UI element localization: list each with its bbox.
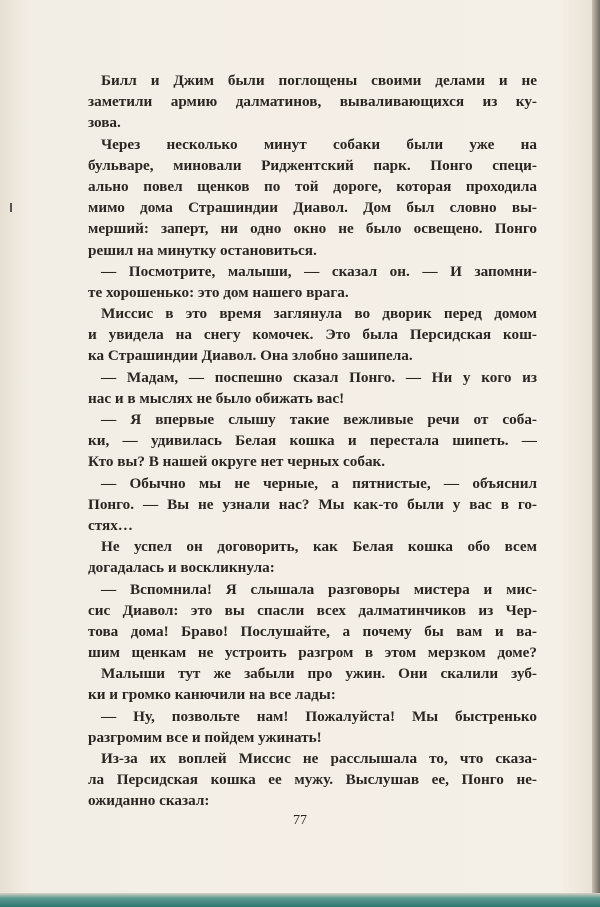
text-line: Из-за их воплей Миссис не расслышала то, что сказа- [101, 750, 537, 767]
text-line: — Посмотрите, малыши, — сказал он. — И запомни- [101, 262, 537, 280]
text-line: стях… [88, 516, 133, 534]
book-cover-edge [0, 893, 600, 907]
text-line: — Обычно мы не черные, а пятнистые, — объяснил [101, 474, 537, 492]
page-number: 77 [293, 813, 307, 828]
text-line: мимо дома Страшиндии Диавол. Дом был словно вы- [88, 199, 537, 217]
text-line: Через несколько минут собаки были уже на [101, 135, 537, 153]
page-edge-right [592, 0, 600, 907]
text-line: те хорошенько: это дом нашего врага. [88, 283, 349, 301]
text-line: ки, — удивилась Белая кошка и перестала шипеть. — [88, 432, 537, 450]
text-line: ла Персидская кошка ее мужу. Выслушав ее, Понго не- [88, 771, 537, 789]
text-line: нас и в мыслях не было обижать вас! [88, 389, 345, 407]
text-line: Кто вы? В нашей округе нет черных собак. [88, 453, 386, 471]
text-line: ки и громко канючили на все лады: [88, 686, 336, 704]
text-line: това дома! Браво! Послушайте, а почему бы вам и ва- [88, 622, 537, 640]
text-line: разгромим все и пойдем ужинать! [88, 728, 322, 746]
text-line: ожиданно сказал: [88, 792, 210, 810]
text-line: Не успел он договорить, как Белая кошка обо всем [101, 538, 537, 556]
text-line: Малыши тут же забыли про ужин. Они скалили зуб- [101, 665, 537, 683]
text-line: бульваре, миновали Риджентский парк. Понго специ- [88, 156, 537, 174]
body-text [88, 70, 537, 812]
text-line: — Я впервые слышу такие вежливые речи от соба- [101, 411, 537, 428]
text-line: заметили армию далматинов, вываливающихся из ку- [88, 93, 537, 111]
text-line: — Мадам, — поспешно сказал Понго. — Ни у кого из [101, 368, 537, 386]
text-line: Понго. — Вы не узнали нас? Мы как-то были у вас в го- [88, 495, 537, 513]
text-line: сис Диавол: это вы спасли всех далматинчиков из Чер- [88, 601, 537, 619]
text-line: — Вспомнила! Я слышала разговоры мистера и мис- [101, 580, 537, 598]
text-line: решил на минутку остановиться. [88, 241, 317, 259]
text-line: Билл и Джим были поглощены своими делами и не [101, 72, 537, 89]
text-line: — Ну, позвольте нам! Пожалуйста! Мы быстренько [101, 707, 537, 725]
text-line: ально повел щенков по той дороге, которая проходила [88, 177, 537, 195]
scan-mark [10, 203, 12, 212]
text-line: и увидела на снегу комочек. Это была Персидская кош- [88, 326, 537, 344]
text-line: мерший: заперт, ни одно окно не было освещено. Понго [88, 220, 537, 238]
text-line: Миссис в это время заглянула во дворик перед домом [101, 305, 537, 323]
text-line: зова. [88, 114, 121, 132]
text-line: ка Страшиндии Диавол. Она злобно зашипела. [88, 347, 413, 365]
text-line: шим щенкам не устроить разгром в этом мерзком доме? [88, 644, 537, 662]
text-line: догадалась и воскликнула: [88, 559, 275, 577]
